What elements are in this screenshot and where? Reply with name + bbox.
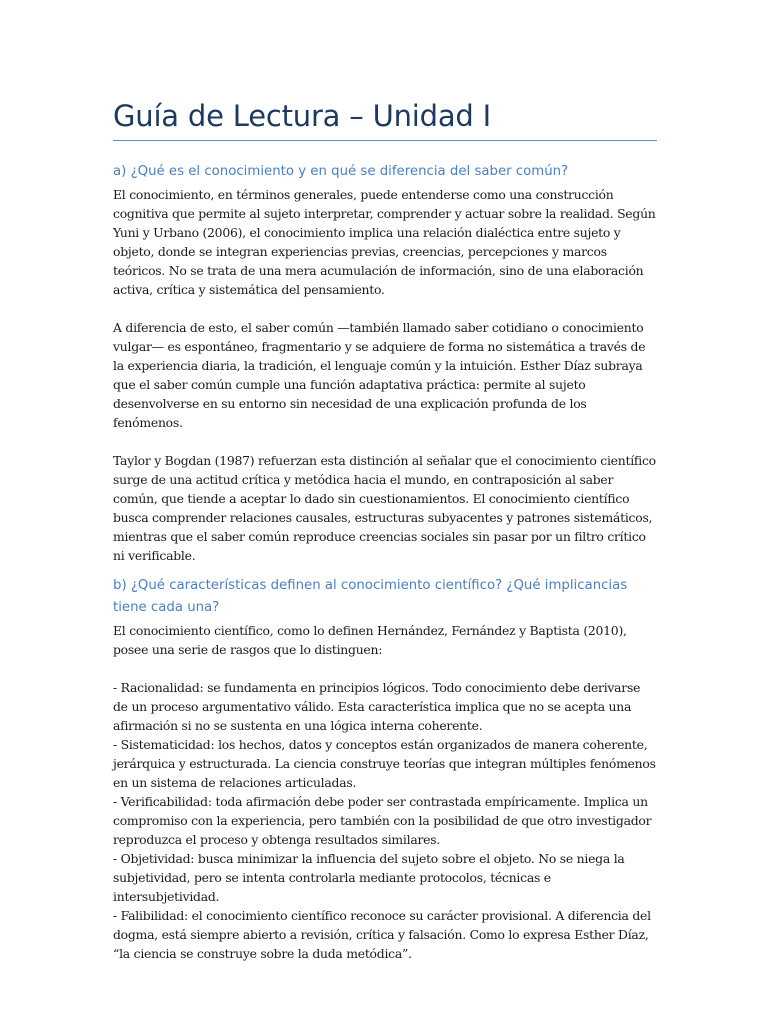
section-b-intro: El conocimiento científico, como lo definen Hernández, Fernández y Baptista (2010), posee una serie de rasgos que lo distinguen:: [113, 623, 627, 657]
characteristic-item: - Racionalidad: se fundamenta en principios lógicos. Todo conocimiento debe derivarse de un proceso argumentativo válido. Esta característica implica que no se acepta una afirmación si no se sustenta en una lógica interna coherente.: [113, 680, 641, 733]
section-a-heading: a) ¿Qué es el conocimiento y en qué se diferencia del saber común?: [113, 164, 569, 179]
characteristic-item: - Verificabilidad: toda afirmación debe poder ser contrastada empíricamente. Implica un compromiso con la experiencia, pero también con la posibilidad de que otro investigador reproduzca el proceso y obtenga resultados similares.: [113, 794, 652, 847]
section-b-heading: b) ¿Qué características definen al conocimiento científico? ¿Qué implicancias tiene cada una?: [113, 578, 628, 615]
section-a-paragraph: Taylor y Bogdan (1987) refuerzan esta distinción al señalar que el conocimiento científico surge de una actitud crítica y metódica hacia el mundo, en contraposición al saber común, que tiende a aceptar lo dado sin cuestionamientos. El conocimiento científico busca comprender relaciones causales, estructuras subyacentes y patrones sistemáticos, mientras que el saber común reproduce creencias sociales sin pasar por un filtro crítico ni verificable.: [113, 453, 656, 563]
characteristic-item: - Objetividad: busca minimizar la influencia del sujeto sobre el objeto. No se niega la subjetividad, pero se intenta controlarla mediante protocolos, técnicas e intersubjetividad.: [113, 851, 625, 904]
characteristic-item: - Falibilidad: el conocimiento científico reconoce su carácter provisional. A diferencia del dogma, está siempre abierto a revisión, crítica y falsación. Como lo expresa Esther Díaz, “la ciencia se construye sobre la duda metódica”.: [113, 908, 651, 961]
title-divider: [113, 140, 657, 141]
section-a-paragraph: A diferencia de esto, el saber común —también llamado saber cotidiano o conocimiento vulgar— es espontáneo, fragmentario y se adquiere de forma no sistemática a través de la experiencia diaria, la tradición, el lenguaje común y la intuición. Esther Díaz subraya que el saber común cumple una función adaptativa práctica: permite al sujeto desenvolverse en su entorno sin necesidad de una explicación profunda de los fenómenos.: [113, 320, 646, 430]
section-a-paragraph: El conocimiento, en términos generales, puede entenderse como una construcción cognitiva que permite al sujeto interpretar, comprender y actuar sobre la realidad. Según Yuni y Urbano (2006), el conocimiento implica una relación dialéctica entre sujeto y objeto, donde se integran experiencias previas, creencias, percepciones y marcos teóricos. No se trata de una mera acumulación de información, sino de una elaboración activa, crítica y sistemática del pensamiento.: [113, 187, 656, 297]
characteristic-item: - Sistematicidad: los hechos, datos y conceptos están organizados de manera coherente, jerárquica y estructurada. La ciencia construye teorías que integran múltiples fenómenos en un sistema de relaciones articuladas.: [113, 737, 656, 790]
document-page: [113, 96, 657, 963]
page-title: Guía de Lectura – Unidad I: [113, 99, 492, 133]
